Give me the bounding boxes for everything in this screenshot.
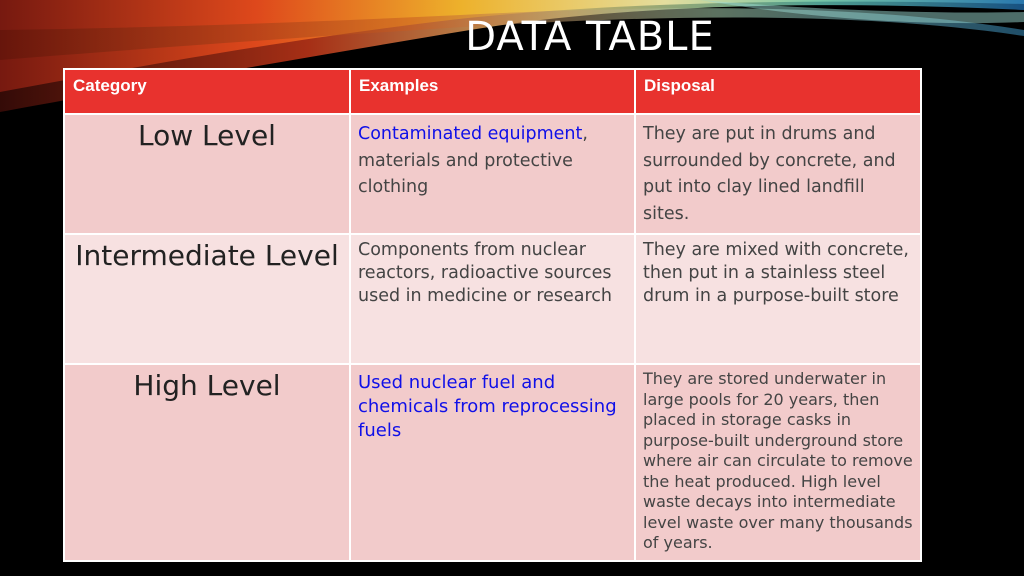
table-row: [64, 234, 921, 364]
disposal-cell: They are stored underwater in large pools for 20 years, then placed in storage casks in purpose-built underground store where air can circulate to remove the heat produced. High level waste decays into intermediate level waste over many thousands of years.: [635, 364, 921, 561]
examples-cell: [350, 364, 635, 561]
examples-cell: Components from nuclear reactors, radioactive sources used in medicine or research: [350, 234, 635, 364]
disposal-cell: They are mixed with concrete, then put in a stainless steel drum in a purpose-built store: [635, 234, 921, 364]
header-category: Category: [64, 69, 350, 114]
header-disposal: Disposal: [635, 69, 921, 114]
table-header-row: [64, 69, 921, 114]
slide-title: DATA TABLE: [465, 14, 715, 60]
examples-text: , materials and protective clothing: [358, 124, 588, 197]
table-row: [64, 114, 921, 234]
data-table: [63, 68, 922, 562]
examples-cell: [350, 114, 635, 234]
disposal-cell: They are put in drums and surrounded by concrete, and put into clay lined landfill sites.: [635, 114, 921, 234]
examples-highlight: Contaminated equipment: [358, 124, 583, 144]
table-row: [64, 364, 921, 561]
examples-highlight: Used nuclear fuel and chemicals from reprocessing fuels: [358, 372, 617, 441]
header-examples: Examples: [350, 69, 635, 114]
category-cell: Low Level: [64, 114, 350, 234]
category-cell: High Level: [64, 364, 350, 561]
category-cell: Intermediate Level: [64, 234, 350, 364]
